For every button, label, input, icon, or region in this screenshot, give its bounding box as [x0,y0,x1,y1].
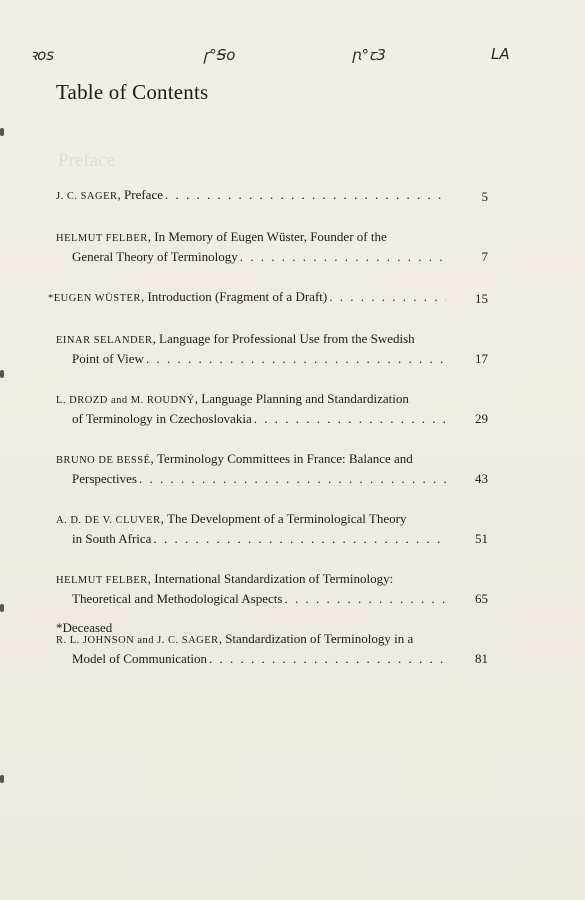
entry-page-number: 65 [475,591,488,606]
entry-author: L. DROZD and M. ROUDNÝ [56,395,195,406]
entry-title: The Development of a Terminological Theory [167,511,407,526]
toc-entry: J. C. SAGER , Preface . . . 5 [56,186,488,206]
dot-leader [329,288,446,306]
dot-leader [240,248,446,266]
binding-mark [0,604,4,612]
dot-leader [209,650,446,668]
entry-page-number: 7 [481,249,488,264]
dot-leader [165,186,446,204]
entry-title-cont: Perspectives [72,471,137,486]
toc-entry: BRUNO DE BESSÉ , Terminology Committees in France: Balance and Perspectives . . . 43 [56,450,488,488]
toc-entry: A. D. DE V. CLUVER , The Development of a Terminological Theory in South Africa . . . 51 [56,510,488,548]
entry-title-cont: General Theory of Terminology [72,249,238,264]
handwritten-note-1: ꝛoꜱ [30,46,55,64]
entry-page-number: 81 [475,651,488,666]
entry-author: *EUGEN WÜSTER [48,293,141,304]
binding-mark [0,128,4,136]
handwritten-note-2: ꞅ°Ꞩo [203,46,236,64]
entry-title: In Memory of Eugen Wüster, Founder of the [154,229,387,244]
entry-title: International Standardization of Terminology: [154,571,394,586]
entry-author: BRUNO DE BESSÉ [56,455,151,466]
entry-author: HELMUT FELBER [56,575,148,586]
entry-title: Language for Professional Use from the Swedish [159,331,415,346]
toc-entry: *EUGEN WÜSTER , Introduction (Fragment of a Draft) . . . 15 [48,288,488,308]
toc-entry: EINAR SELANDER , Language for Professional Use from the Swedish Point of View . . . 17 [56,330,488,368]
entry-title: Standardization of Terminology in a [225,631,414,646]
entry-page-number: 43 [475,471,488,486]
entry-page-number: 29 [475,411,488,426]
entry-title: Introduction (Fragment of a Draft) [147,289,328,304]
entry-title-cont: Theoretical and Methodological Aspects [72,591,283,606]
dot-leader [284,590,446,608]
table-of-contents [48,186,488,690]
dot-leader [254,410,446,428]
entry-title: Terminology Committees in France: Balance and [157,451,413,466]
entry-author: A. D. DE V. CLUVER [56,515,161,526]
binding-mark [0,370,4,378]
bleed-through-text: Preface [58,150,115,171]
entry-page-number: 17 [475,351,488,366]
entry-title-cont: in South Africa [72,531,152,546]
page-title: Table of Contents [56,80,209,104]
dot-leader [146,350,446,368]
footnote: *Deceased [56,620,113,635]
dot-leader [153,530,446,548]
entry-title-cont: Model of Communication [72,651,208,666]
toc-entry: HELMUT FELBER , In Memory of Eugen Wüster, Founder of the General Theory of Terminology . . . 7 [56,228,488,266]
handwritten-note-3: ꞃ°ꞇ3 [352,46,386,64]
entry-author: EINAR SELANDER [56,335,153,346]
entry-title-cont: of Terminology in Czechoslovakia [72,411,252,426]
entry-author: HELMUT FELBER [56,233,148,244]
entry-title-cont: Point of View [72,351,144,366]
toc-entry: R. L. JOHNSON and J. C. SAGER , Standardization of Terminology in a Model of Communication . . . 81 [56,630,488,668]
entry-page-number: 15 [475,291,488,306]
entry-author: J. C. SAGER [56,191,118,202]
toc-entry: HELMUT FELBER , International Standardization of Terminology: Theoretical and Methodological Aspects . . . 65 [56,570,488,608]
entry-author: R. L. JOHNSON and J. C. SAGER [56,635,219,646]
entry-page-number: 51 [475,531,488,546]
entry-title: Preface [124,187,163,202]
entry-title: Language Planning and Standardization [201,391,409,406]
dot-leader [139,470,446,488]
entry-page-number: 5 [481,189,488,204]
handwritten-note-4: LA [491,45,510,63]
toc-entry: L. DROZD and M. ROUDNÝ , Language Planning and Standardization of Terminology in Czechoslovakia . . . 29 [56,390,488,428]
binding-mark [0,775,4,783]
